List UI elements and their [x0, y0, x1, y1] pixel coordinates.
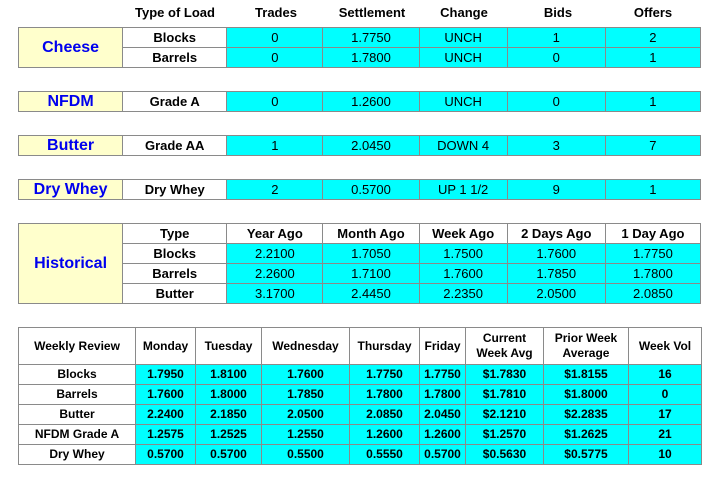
bids-cell: 9	[507, 180, 605, 200]
change-cell: DOWN 4	[419, 136, 507, 156]
value-cell: 2.0850	[350, 405, 420, 425]
settlement-cell: 1.7750	[323, 28, 419, 48]
value-cell: 2.0850	[605, 284, 700, 304]
column-header: Friday	[420, 328, 466, 365]
trades-cell: 0	[227, 92, 323, 112]
value-cell: 0.5700	[196, 445, 262, 465]
value-cell: 16	[629, 365, 702, 385]
value-cell: $0.5775	[544, 445, 629, 465]
table-row	[19, 136, 701, 156]
column-header: Weekly Review	[19, 328, 136, 365]
header-bids: Bids	[543, 5, 573, 20]
table-row	[19, 445, 702, 465]
bids-cell: 3	[507, 136, 605, 156]
value-cell: $1.7810	[466, 385, 544, 405]
table-row	[19, 425, 702, 445]
table-row	[19, 365, 702, 385]
offers-cell: 2	[605, 28, 700, 48]
value-cell: 1.7800	[605, 264, 700, 284]
value-cell: 1.7600	[136, 385, 196, 405]
value-cell: 1.7600	[419, 264, 507, 284]
category-label-historical: Historical	[19, 224, 123, 304]
butter-table	[18, 135, 701, 156]
value-cell: 1.2550	[262, 425, 350, 445]
value-cell: 1.7750	[420, 365, 466, 385]
category-label-nfdm: NFDM	[19, 92, 123, 112]
value-cell: 0.5550	[350, 445, 420, 465]
column-header: Thursday	[350, 328, 420, 365]
value-cell: 2.2600	[227, 264, 323, 284]
row-type: Blocks	[123, 244, 227, 264]
value-cell: 1.7100	[323, 264, 419, 284]
value-cell: 1.7600	[507, 244, 605, 264]
value-cell: 1.8100	[196, 365, 262, 385]
value-cell: 2.0450	[420, 405, 466, 425]
column-header: Week Vol	[629, 328, 702, 365]
value-cell: 1.7800	[420, 385, 466, 405]
value-cell: 1.7600	[262, 365, 350, 385]
value-cell: 3.1700	[227, 284, 323, 304]
header-offers: Offers	[633, 5, 673, 20]
value-cell: 1.7850	[262, 385, 350, 405]
column-header: Tuesday	[196, 328, 262, 365]
change-cell: UNCH	[419, 92, 507, 112]
column-header: Current Week Avg	[466, 328, 544, 365]
value-cell: $2.1210	[466, 405, 544, 425]
weekly-review-table	[18, 327, 702, 465]
change-cell: UNCH	[419, 48, 507, 68]
bids-cell: 1	[507, 28, 605, 48]
historical-table	[18, 223, 701, 304]
column-header: 1 Day Ago	[605, 224, 700, 244]
value-cell: 1.2600	[350, 425, 420, 445]
value-cell: 1.8000	[196, 385, 262, 405]
header-change: Change	[440, 5, 488, 20]
value-cell: $1.2625	[544, 425, 629, 445]
value-cell: 1.7750	[350, 365, 420, 385]
row-type: Butter	[19, 405, 136, 425]
row-type: Blocks	[123, 28, 227, 48]
header-type-of-load: Type of Load	[135, 5, 215, 20]
settlement-cell: 1.7800	[323, 48, 419, 68]
value-cell: 2.2350	[419, 284, 507, 304]
value-cell: 1.7850	[507, 264, 605, 284]
row-type: NFDM Grade A	[19, 425, 136, 445]
value-cell: 1.2575	[136, 425, 196, 445]
table-row	[19, 92, 701, 112]
table-row	[19, 180, 701, 200]
column-header: Week Ago	[419, 224, 507, 244]
row-type: Barrels	[123, 264, 227, 284]
column-header: Type	[123, 224, 227, 244]
value-cell: 1.7800	[350, 385, 420, 405]
table-row	[19, 385, 702, 405]
value-cell: 2.4450	[323, 284, 419, 304]
trades-cell: 0	[227, 48, 323, 68]
value-cell: 1.7500	[419, 244, 507, 264]
value-cell: 1.2600	[420, 425, 466, 445]
value-cell: 1.7050	[323, 244, 419, 264]
category-label-dry-whey: Dry Whey	[19, 180, 123, 200]
offers-cell: 1	[605, 180, 700, 200]
trades-cell: 1	[227, 136, 323, 156]
column-header: Wednesday	[262, 328, 350, 365]
value-cell: 2.2100	[227, 244, 323, 264]
table-header-row	[19, 328, 702, 365]
row-type: Butter	[123, 284, 227, 304]
value-cell: 0.5700	[420, 445, 466, 465]
change-cell: UNCH	[419, 28, 507, 48]
table-row	[19, 224, 701, 244]
value-cell: 1.7950	[136, 365, 196, 385]
value-cell: 2.0500	[262, 405, 350, 425]
value-cell: $1.7830	[466, 365, 544, 385]
settlement-cell: 0.5700	[323, 180, 419, 200]
header-settlement: Settlement	[338, 5, 406, 20]
trades-cell: 2	[227, 180, 323, 200]
row-type: Barrels	[19, 385, 136, 405]
column-header: Month Ago	[323, 224, 419, 244]
column-header: Year Ago	[227, 224, 323, 244]
value-cell: 21	[629, 425, 702, 445]
value-cell: 2.1850	[196, 405, 262, 425]
settlement-cell: 2.0450	[323, 136, 419, 156]
value-cell: 0.5700	[136, 445, 196, 465]
column-header: Prior Week Average	[544, 328, 629, 365]
nfdm-table	[18, 91, 701, 112]
value-cell: 0.5500	[262, 445, 350, 465]
header-trades: Trades	[255, 5, 297, 20]
value-cell: $1.2570	[466, 425, 544, 445]
cheese-table	[18, 27, 701, 68]
value-cell: $1.8155	[544, 365, 629, 385]
row-type: Dry Whey	[19, 445, 136, 465]
row-type: Blocks	[19, 365, 136, 385]
change-cell: UP 1 1/2	[419, 180, 507, 200]
category-label-butter: Butter	[19, 136, 123, 156]
offers-cell: 1	[605, 92, 700, 112]
column-header: Monday	[136, 328, 196, 365]
row-type: Grade AA	[123, 136, 227, 156]
dry-whey-table	[18, 179, 701, 200]
row-type: Barrels	[123, 48, 227, 68]
value-cell: $2.2835	[544, 405, 629, 425]
value-cell: 10	[629, 445, 702, 465]
offers-cell: 7	[605, 136, 700, 156]
value-cell: $1.8000	[544, 385, 629, 405]
table-row	[19, 28, 701, 48]
trades-cell: 0	[227, 28, 323, 48]
settlement-cell: 1.2600	[323, 92, 419, 112]
bids-cell: 0	[507, 48, 605, 68]
row-type: Dry Whey	[123, 180, 227, 200]
value-cell: 2.2400	[136, 405, 196, 425]
value-cell: 17	[629, 405, 702, 425]
value-cell: $0.5630	[466, 445, 544, 465]
offers-cell: 1	[605, 48, 700, 68]
column-header: 2 Days Ago	[507, 224, 605, 244]
category-label-cheese: Cheese	[19, 28, 123, 68]
value-cell: 1.7750	[605, 244, 700, 264]
value-cell: 1.2525	[196, 425, 262, 445]
bids-cell: 0	[507, 92, 605, 112]
row-type: Grade A	[123, 92, 227, 112]
value-cell: 0	[629, 385, 702, 405]
table-row	[19, 405, 702, 425]
value-cell: 2.0500	[507, 284, 605, 304]
